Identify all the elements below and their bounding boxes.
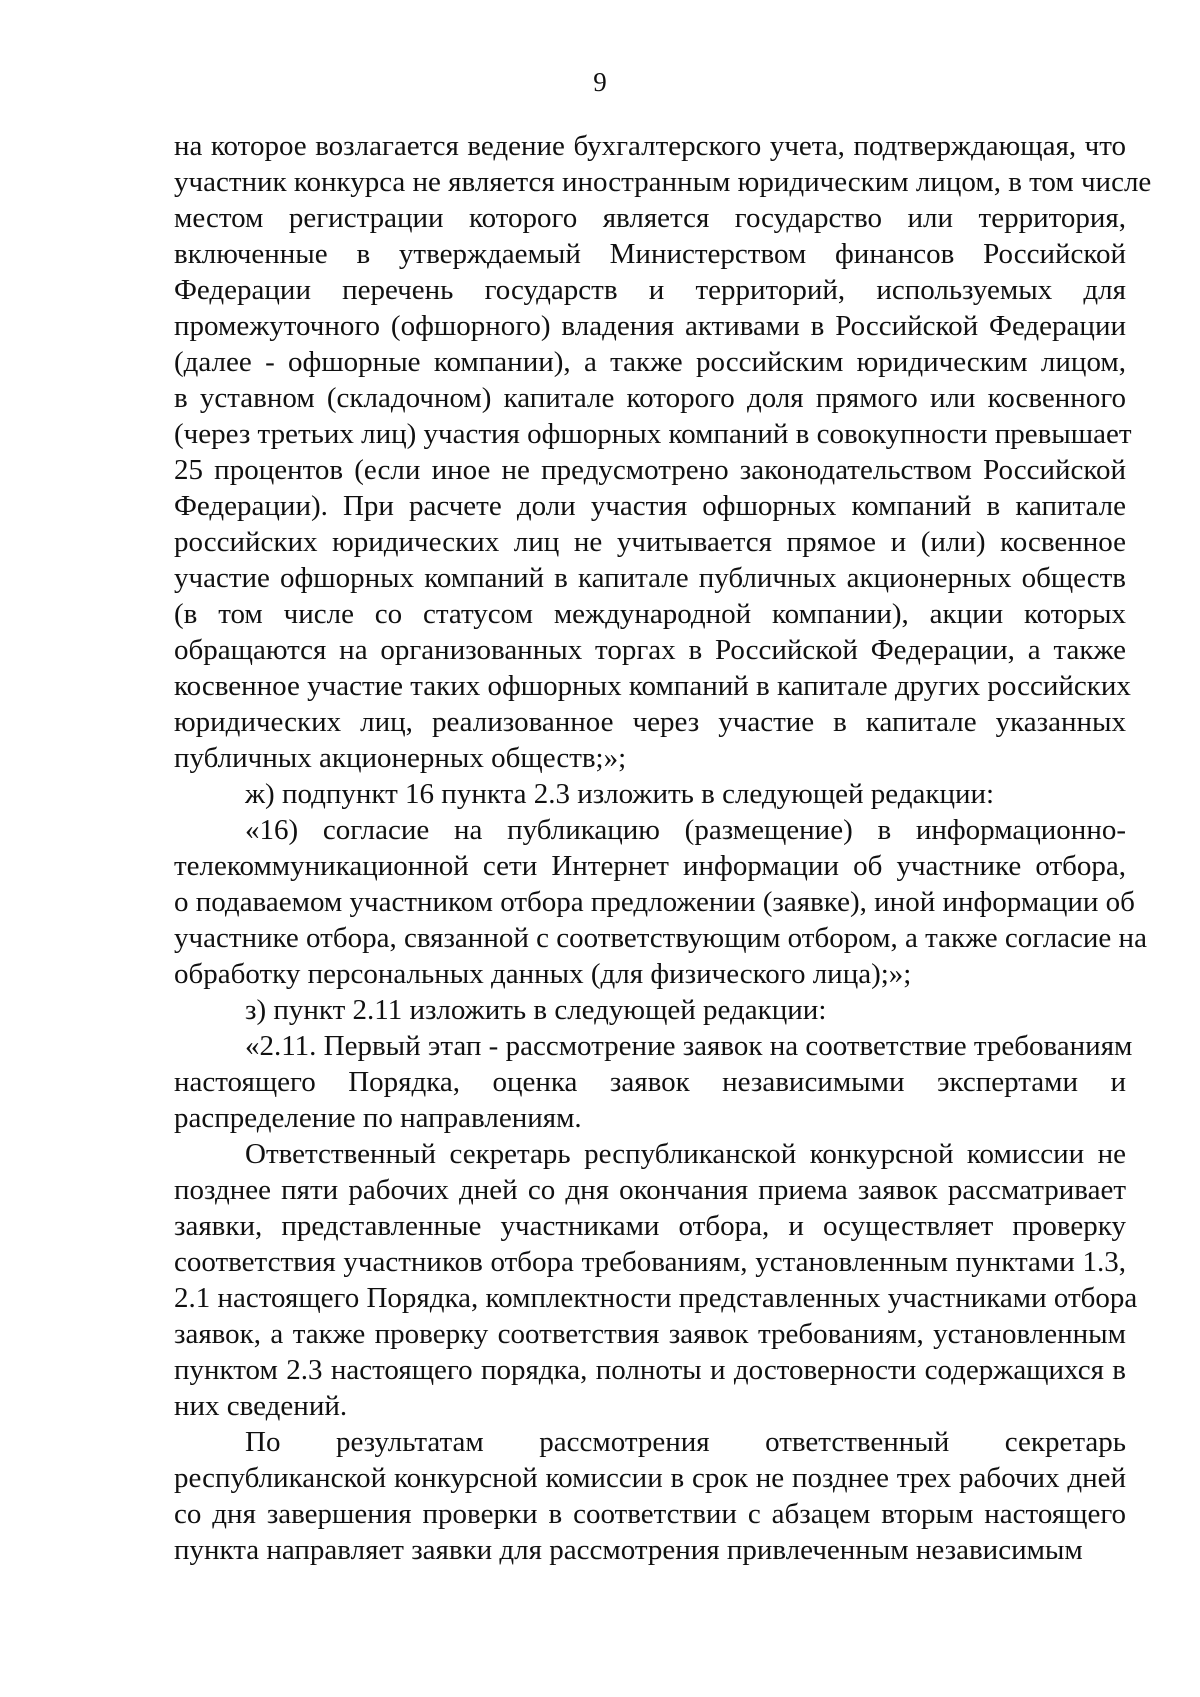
text-line: 25 процентов (если иное не предусмотрено законодательством Российской (174, 454, 1126, 486)
text-line: (далее - офшорные компании), а также российским юридическим лицом, (174, 346, 1126, 378)
text-line: участник конкурса не является иностранным юридическим лицом, в том числе (174, 166, 1152, 198)
paragraph (174, 776, 1126, 812)
text-line: местом регистрации которого является государство или территория, (174, 202, 1126, 234)
text-line: пунктом 2.3 настоящего порядка, полноты и достоверности содержащихся в (174, 1354, 1126, 1386)
text-line: распределение по направлениям. (174, 1102, 582, 1134)
paragraph (174, 1424, 1126, 1568)
text-line: соответствия участников отбора требованиям, установленным пунктами 1.3, (174, 1246, 1126, 1278)
text-line: публичных акционерных обществ;»; (174, 742, 627, 774)
text-line: включенные в утверждаемый Министерством финансов Российской (174, 238, 1126, 270)
text-line: промежуточного (офшорного) владения активами в Российской Федерации (174, 310, 1126, 342)
text-line: «2.11. Первый этап - рассмотрение заявок на соответствие требованиям (245, 1030, 1133, 1062)
text-line: (в том числе со статусом международной компании), акции которых (174, 598, 1126, 630)
text-line: з) пункт 2.11 изложить в следующей редакции: (245, 994, 827, 1026)
text-line: позднее пяти рабочих дней со дня окончания приема заявок рассматривает (174, 1174, 1126, 1206)
paragraph (174, 128, 1152, 776)
text-line: заявки, представленные участниками отбора, и осуществляет проверку (174, 1210, 1126, 1242)
text-line: российских юридических лиц не учитывается прямое и (или) косвенное (174, 526, 1126, 558)
text-line: обращаются на организованных торгах в Российской Федерации, а также (174, 634, 1126, 666)
document-body (174, 128, 1152, 1568)
text-line: Федерации перечень государств и территорий, используемых для (174, 274, 1126, 306)
text-line: них сведений. (174, 1390, 348, 1422)
text-line: участнике отбора, связанной с соответствующим отбором, а также согласие на (174, 922, 1147, 954)
text-line: пункта направляет заявки для рассмотрения привлеченным независимым (174, 1534, 1083, 1566)
text-line: на которое возлагается ведение бухгалтерского учета, подтверждающая, что (174, 130, 1126, 162)
paragraph (174, 1028, 1133, 1136)
text-line: о подаваемом участником отбора предложении (заявке), иной информации об (174, 886, 1135, 918)
text-line: ж) подпункт 16 пункта 2.3 изложить в следующей редакции: (245, 778, 995, 810)
text-line: участие офшорных компаний в капитале публичных акционерных обществ (174, 562, 1126, 594)
paragraph (174, 1136, 1138, 1424)
paragraph (174, 992, 1126, 1028)
text-line: обработку персональных данных (для физического лица);»; (174, 958, 912, 990)
paragraph (174, 812, 1147, 992)
text-line: настоящего Порядка, оценка заявок независимыми экспертами и (174, 1066, 1126, 1098)
text-line: заявок, а также проверку соответствия заявок требованиям, установленным (174, 1318, 1126, 1350)
page-number: 9 (593, 67, 607, 97)
text-line: со дня завершения проверки в соответствии с абзацем вторым настоящего (174, 1498, 1126, 1530)
text-line: 2.1 настоящего Порядка, комплектности представленных участниками отбора (174, 1282, 1138, 1314)
text-line: телекоммуникационной сети Интернет информации об участнике отбора, (174, 850, 1126, 882)
text-line: юридических лиц, реализованное через участие в капитале указанных (174, 706, 1126, 738)
text-line: в уставном (складочном) капитале которого доля прямого или косвенного (174, 382, 1126, 414)
text-line: По результатам рассмотрения ответственный секретарь (245, 1426, 1126, 1458)
text-line: республиканской конкурсной комиссии в срок не позднее трех рабочих дней (174, 1462, 1126, 1494)
text-line: «16) согласие на публикацию (размещение) в информационно- (245, 814, 1126, 846)
text-line: (через третьих лиц) участия офшорных компаний в совокупности превышает (174, 418, 1132, 450)
text-line: Ответственный секретарь республиканской конкурсной комиссии не (245, 1138, 1126, 1170)
text-line: Федерации). При расчете доли участия офшорных компаний в капитале (174, 490, 1126, 522)
text-line: косвенное участие таких офшорных компаний в капитале других российских (174, 670, 1131, 702)
